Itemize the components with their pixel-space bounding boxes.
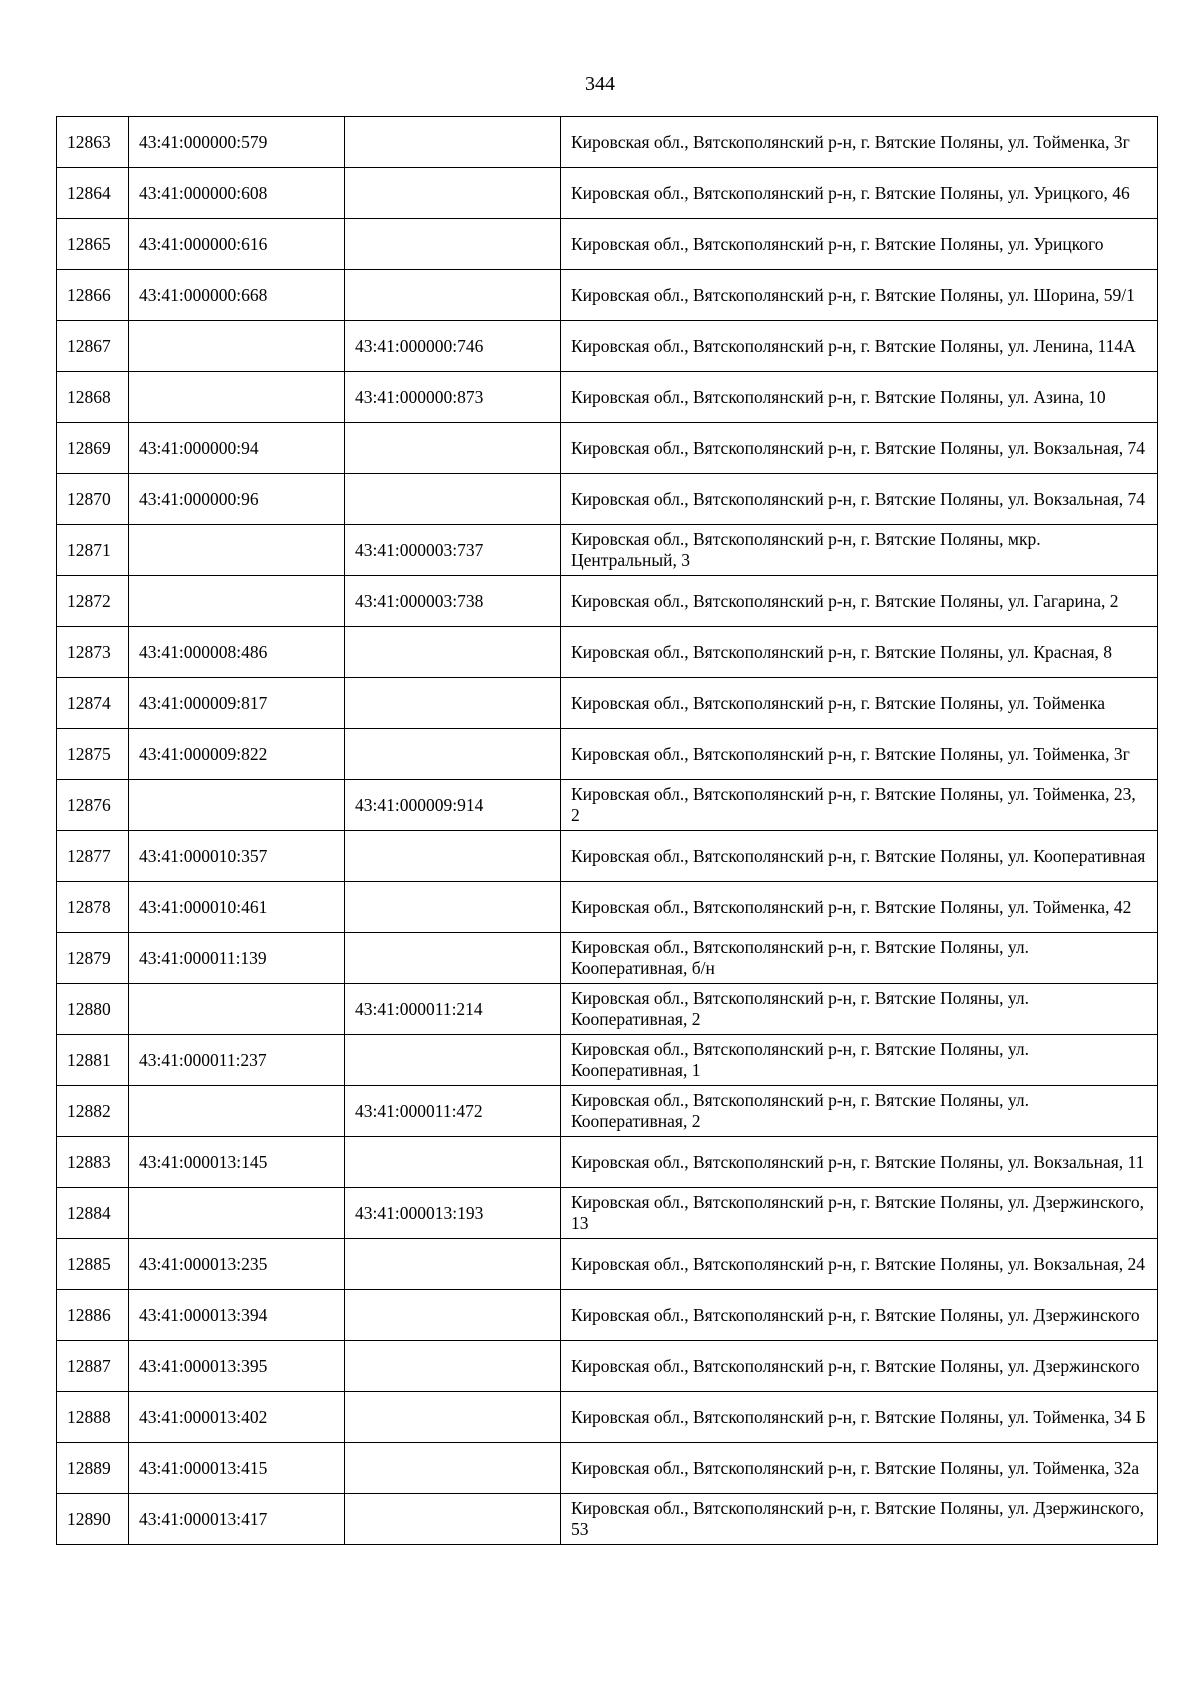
cadastral-number-a-cell: 43:41:000013:402 xyxy=(129,1392,345,1443)
cadastral-number-b-cell xyxy=(345,933,561,984)
row-number-cell: 12865 xyxy=(57,219,129,270)
cadastral-number-a-cell: 43:41:000000:608 xyxy=(129,168,345,219)
row-number-cell: 12879 xyxy=(57,933,129,984)
row-number-cell: 12889 xyxy=(57,1443,129,1494)
table-row xyxy=(57,780,1158,831)
cadastral-number-b-cell: 43:41:000011:214 xyxy=(345,984,561,1035)
table-row xyxy=(57,270,1158,321)
cadastral-number-a-cell: 43:41:000013:145 xyxy=(129,1137,345,1188)
cadastral-number-b-cell xyxy=(345,831,561,882)
row-number-cell: 12884 xyxy=(57,1188,129,1239)
address-cell: Кировская обл., Вятскополянский р-н, г. Вятские Поляны, ул. Тойменка, 23, 2 xyxy=(561,780,1158,831)
cadastral-number-a-cell: 43:41:000011:237 xyxy=(129,1035,345,1086)
row-number-cell: 12869 xyxy=(57,423,129,474)
cadastral-number-a-cell: 43:41:000009:817 xyxy=(129,678,345,729)
cadastral-number-a-cell xyxy=(129,984,345,1035)
address-cell: Кировская обл., Вятскополянский р-н, г. Вятские Поляны, ул. Вокзальная, 74 xyxy=(561,474,1158,525)
cadastral-number-b-cell: 43:41:000013:193 xyxy=(345,1188,561,1239)
table-row xyxy=(57,576,1158,627)
address-cell: Кировская обл., Вятскополянский р-н, г. Вятские Поляны, ул. Тойменка, 32а xyxy=(561,1443,1158,1494)
row-number-cell: 12872 xyxy=(57,576,129,627)
address-cell: Кировская обл., Вятскополянский р-н, г. Вятские Поляны, ул. Дзержинского, 53 xyxy=(561,1494,1158,1545)
row-number-cell: 12877 xyxy=(57,831,129,882)
cadastral-number-b-cell xyxy=(345,882,561,933)
row-number-cell: 12866 xyxy=(57,270,129,321)
cadastral-number-a-cell: 43:41:000013:394 xyxy=(129,1290,345,1341)
table-row xyxy=(57,1035,1158,1086)
address-cell: Кировская обл., Вятскополянский р-н, г. Вятские Поляны, ул. Гагарина, 2 xyxy=(561,576,1158,627)
cadastral-number-a-cell: 43:41:000010:461 xyxy=(129,882,345,933)
cadastral-number-a-cell xyxy=(129,321,345,372)
register-table xyxy=(56,116,1158,1545)
table-row xyxy=(57,168,1158,219)
row-number-cell: 12883 xyxy=(57,1137,129,1188)
row-number-cell: 12881 xyxy=(57,1035,129,1086)
row-number-cell: 12890 xyxy=(57,1494,129,1545)
row-number-cell: 12882 xyxy=(57,1086,129,1137)
table-row xyxy=(57,474,1158,525)
table-row xyxy=(57,1290,1158,1341)
cadastral-number-a-cell: 43:41:000008:486 xyxy=(129,627,345,678)
row-number-cell: 12886 xyxy=(57,1290,129,1341)
table-row xyxy=(57,1443,1158,1494)
address-cell: Кировская обл., Вятскополянский р-н, г. Вятские Поляны, ул. Кооперативная, 1 xyxy=(561,1035,1158,1086)
table-row xyxy=(57,678,1158,729)
cadastral-number-a-cell: 43:41:000009:822 xyxy=(129,729,345,780)
address-cell: Кировская обл., Вятскополянский р-н, г. Вятские Поляны, ул. Дзержинского, 13 xyxy=(561,1188,1158,1239)
table-row xyxy=(57,627,1158,678)
cadastral-number-b-cell xyxy=(345,1137,561,1188)
table-row xyxy=(57,1392,1158,1443)
address-cell: Кировская обл., Вятскополянский р-н, г. Вятские Поляны, ул. Шорина, 59/1 xyxy=(561,270,1158,321)
row-number-cell: 12864 xyxy=(57,168,129,219)
cadastral-number-a-cell xyxy=(129,372,345,423)
table-row xyxy=(57,1137,1158,1188)
cadastral-number-a-cell: 43:41:000013:417 xyxy=(129,1494,345,1545)
row-number-cell: 12871 xyxy=(57,525,129,576)
table-row xyxy=(57,933,1158,984)
address-cell: Кировская обл., Вятскополянский р-н, г. Вятские Поляны, ул. Урицкого xyxy=(561,219,1158,270)
cadastral-number-a-cell: 43:41:000013:395 xyxy=(129,1341,345,1392)
table-row xyxy=(57,1239,1158,1290)
row-number-cell: 12873 xyxy=(57,627,129,678)
row-number-cell: 12876 xyxy=(57,780,129,831)
address-cell: Кировская обл., Вятскополянский р-н, г. Вятские Поляны, ул. Кооперативная, 2 xyxy=(561,984,1158,1035)
table-row xyxy=(57,117,1158,168)
address-cell: Кировская обл., Вятскополянский р-н, г. Вятские Поляны, мкр. Центральный, 3 xyxy=(561,525,1158,576)
cadastral-number-b-cell xyxy=(345,219,561,270)
row-number-cell: 12875 xyxy=(57,729,129,780)
row-number-cell: 12874 xyxy=(57,678,129,729)
row-number-cell: 12868 xyxy=(57,372,129,423)
cadastral-number-a-cell: 43:41:000000:94 xyxy=(129,423,345,474)
cadastral-number-b-cell xyxy=(345,729,561,780)
cadastral-number-b-cell: 43:41:000000:746 xyxy=(345,321,561,372)
page-number: 344 xyxy=(585,73,615,95)
register-table-body xyxy=(57,117,1158,1545)
cadastral-number-b-cell xyxy=(345,627,561,678)
address-cell: Кировская обл., Вятскополянский р-н, г. Вятские Поляны, ул. Дзержинского xyxy=(561,1341,1158,1392)
table-row xyxy=(57,882,1158,933)
address-cell: Кировская обл., Вятскополянский р-н, г. Вятские Поляны, ул. Вокзальная, 74 xyxy=(561,423,1158,474)
cadastral-number-b-cell xyxy=(345,423,561,474)
table-row xyxy=(57,219,1158,270)
cadastral-number-a-cell: 43:41:000000:616 xyxy=(129,219,345,270)
cadastral-number-a-cell: 43:41:000000:579 xyxy=(129,117,345,168)
cadastral-number-b-cell xyxy=(345,1290,561,1341)
row-number-cell: 12867 xyxy=(57,321,129,372)
address-cell: Кировская обл., Вятскополянский р-н, г. Вятские Поляны, ул. Тойменка, 34 Б xyxy=(561,1392,1158,1443)
cadastral-number-b-cell xyxy=(345,1341,561,1392)
table-row xyxy=(57,1086,1158,1137)
cadastral-number-b-cell: 43:41:000003:737 xyxy=(345,525,561,576)
address-cell: Кировская обл., Вятскополянский р-н, г. Вятские Поляны, ул. Красная, 8 xyxy=(561,627,1158,678)
address-cell: Кировская обл., Вятскополянский р-н, г. Вятские Поляны, ул. Вокзальная, 24 xyxy=(561,1239,1158,1290)
address-cell: Кировская обл., Вятскополянский р-н, г. Вятские Поляны, ул. Вокзальная, 11 xyxy=(561,1137,1158,1188)
cadastral-number-a-cell: 43:41:000000:96 xyxy=(129,474,345,525)
cadastral-number-a-cell: 43:41:000013:415 xyxy=(129,1443,345,1494)
address-cell: Кировская обл., Вятскополянский р-н, г. Вятские Поляны, ул. Урицкого, 46 xyxy=(561,168,1158,219)
table-row xyxy=(57,1494,1158,1545)
cadastral-number-b-cell xyxy=(345,1392,561,1443)
cadastral-number-a-cell xyxy=(129,525,345,576)
table-row xyxy=(57,1188,1158,1239)
address-cell: Кировская обл., Вятскополянский р-н, г. Вятские Поляны, ул. Кооперативная, 2 xyxy=(561,1086,1158,1137)
cadastral-number-b-cell xyxy=(345,117,561,168)
address-cell: Кировская обл., Вятскополянский р-н, г. Вятские Поляны, ул. Кооперативная xyxy=(561,831,1158,882)
cadastral-number-a-cell: 43:41:000013:235 xyxy=(129,1239,345,1290)
row-number-cell: 12878 xyxy=(57,882,129,933)
table-row xyxy=(57,423,1158,474)
row-number-cell: 12863 xyxy=(57,117,129,168)
row-number-cell: 12887 xyxy=(57,1341,129,1392)
table-row xyxy=(57,831,1158,882)
cadastral-number-b-cell: 43:41:000000:873 xyxy=(345,372,561,423)
address-cell: Кировская обл., Вятскополянский р-н, г. Вятские Поляны, ул. Азина, 10 xyxy=(561,372,1158,423)
cadastral-number-b-cell xyxy=(345,678,561,729)
cadastral-number-b-cell xyxy=(345,1494,561,1545)
address-cell: Кировская обл., Вятскополянский р-н, г. Вятские Поляны, ул. Тойменка, 3г xyxy=(561,729,1158,780)
address-cell: Кировская обл., Вятскополянский р-н, г. Вятские Поляны, ул. Ленина, 114А xyxy=(561,321,1158,372)
table-row xyxy=(57,729,1158,780)
cadastral-number-a-cell: 43:41:000011:139 xyxy=(129,933,345,984)
address-cell: Кировская обл., Вятскополянский р-н, г. Вятские Поляны, ул. Дзержинского xyxy=(561,1290,1158,1341)
cadastral-number-b-cell xyxy=(345,1035,561,1086)
cadastral-number-a-cell: 43:41:000000:668 xyxy=(129,270,345,321)
address-cell: Кировская обл., Вятскополянский р-н, г. Вятские Поляны, ул. Кооперативная, б/н xyxy=(561,933,1158,984)
cadastral-number-a-cell: 43:41:000010:357 xyxy=(129,831,345,882)
table-row xyxy=(57,525,1158,576)
table-row xyxy=(57,372,1158,423)
address-cell: Кировская обл., Вятскополянский р-н, г. Вятские Поляны, ул. Тойменка, 3г xyxy=(561,117,1158,168)
cadastral-number-b-cell xyxy=(345,474,561,525)
cadastral-number-b-cell: 43:41:000003:738 xyxy=(345,576,561,627)
row-number-cell: 12870 xyxy=(57,474,129,525)
row-number-cell: 12880 xyxy=(57,984,129,1035)
cadastral-number-a-cell xyxy=(129,780,345,831)
table-row xyxy=(57,1341,1158,1392)
address-cell: Кировская обл., Вятскополянский р-н, г. Вятские Поляны, ул. Тойменка xyxy=(561,678,1158,729)
row-number-cell: 12885 xyxy=(57,1239,129,1290)
cadastral-number-b-cell xyxy=(345,270,561,321)
row-number-cell: 12888 xyxy=(57,1392,129,1443)
cadastral-number-a-cell xyxy=(129,1188,345,1239)
table-row xyxy=(57,321,1158,372)
cadastral-number-b-cell xyxy=(345,1239,561,1290)
cadastral-number-b-cell: 43:41:000011:472 xyxy=(345,1086,561,1137)
cadastral-number-a-cell xyxy=(129,1086,345,1137)
cadastral-number-b-cell xyxy=(345,168,561,219)
table-row xyxy=(57,984,1158,1035)
cadastral-number-a-cell xyxy=(129,576,345,627)
address-cell: Кировская обл., Вятскополянский р-н, г. Вятские Поляны, ул. Тойменка, 42 xyxy=(561,882,1158,933)
cadastral-number-b-cell xyxy=(345,1443,561,1494)
cadastral-number-b-cell: 43:41:000009:914 xyxy=(345,780,561,831)
